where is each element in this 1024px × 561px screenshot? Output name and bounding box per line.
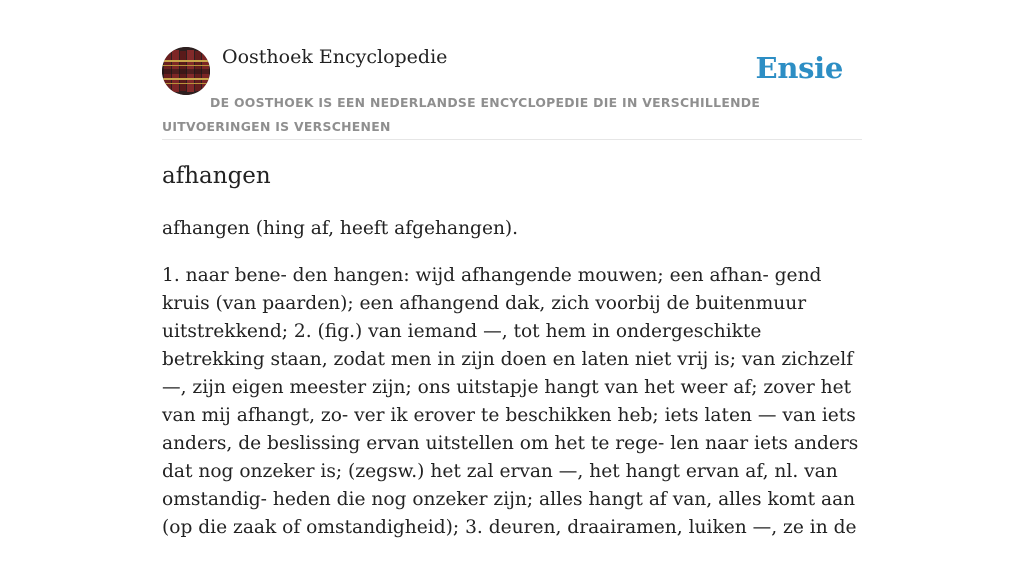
article-definition: 1. naar bene- den hangen: wijd afhangende mouwen; een afhan- gend kruis (van paarden); een afhangend dak, zich voorbij de buitenmuur uitstrekkend; 2. (fig.) van iemand —, tot hem in ondergeschikte betrekking staan, zodat men in zijn doen en laten niet vrij is; van zichzelf —, zijn eigen meester zijn; ons uitstapje hangt van het weer af; zover het van mij afhangt, zo- ver ik erover te beschikken heb; iets laten — van iets anders, de beslissing ervan uitstellen om het te rege- len naar iets anders dat nog onzeker is; (zegsw.) het zal ervan —, het hangt ervan af, nl. van omstandig- heden die nog onzeker zijn; alles hangt af van, alles komt aan (op die zaak of omstandigheid); 3. deuren, draairamen, luiken —, ze in de [162, 265, 859, 538]
article-body [162, 215, 862, 561]
brand-logo[interactable]: Ensie [755, 51, 843, 85]
site-name[interactable]: Oosthoek Encyclopedie [222, 46, 448, 68]
book-spines-icon[interactable] [162, 47, 210, 95]
article-title: afhangen [162, 163, 271, 189]
site-tagline: DE OOSTHOEK IS EEN NEDERLANDSE ENCYCLOPEDIE DIE IN VERSCHILLENDE UITVOERINGEN IS VERSCHENEN [162, 95, 761, 134]
site-header [162, 0, 862, 140]
article-intro: afhangen (hing af, heeft afgehangen). [162, 218, 519, 239]
page [162, 0, 862, 538]
